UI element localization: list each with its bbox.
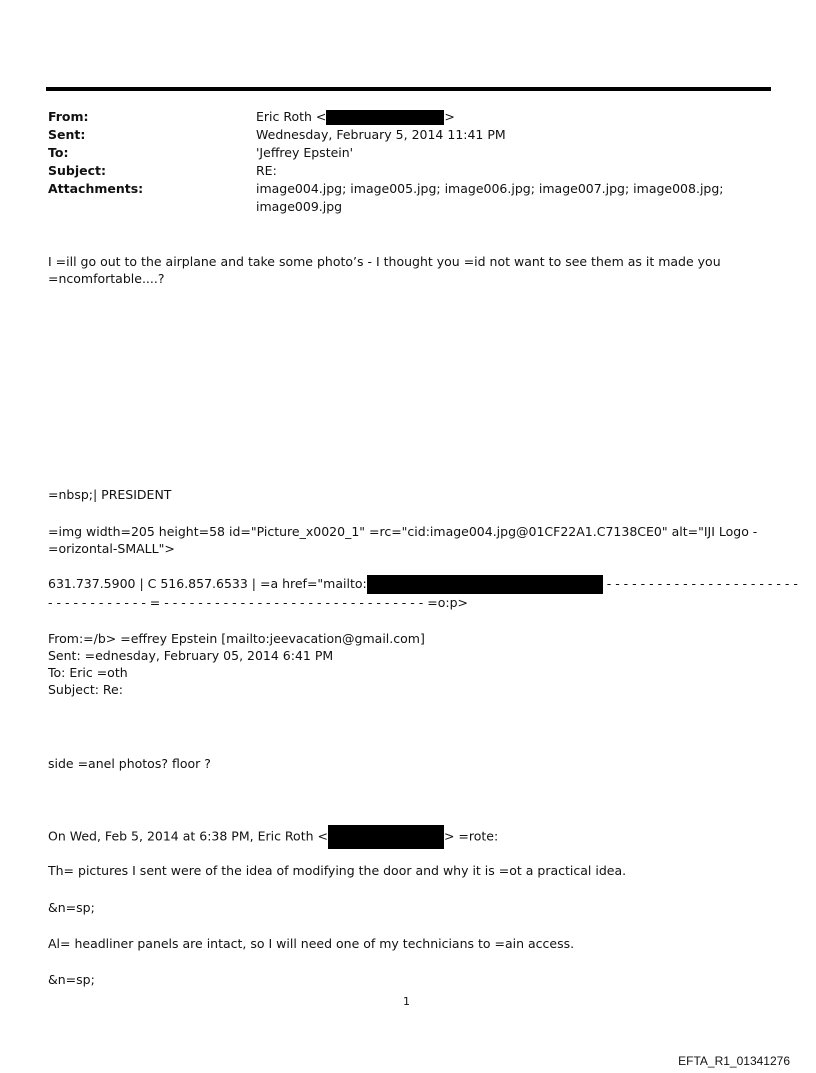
header-rule xyxy=(46,87,771,91)
pictures-text: Th= pictures I sent were of the idea of modifying the door and why it is =ot a practical idea. xyxy=(48,863,627,878)
from-label: From: xyxy=(48,109,89,124)
redaction-box xyxy=(326,110,444,125)
attachments-row xyxy=(48,180,768,216)
phone-text: 631.737.5900 | C 516.857.6533 | =a href="mailto: xyxy=(48,576,367,591)
quote-prefix: On Wed, Feb 5, 2014 at 6:38 PM, Eric Roth < xyxy=(48,828,328,844)
from-suffix: > xyxy=(444,109,455,124)
phone-line xyxy=(48,575,798,594)
signature-image-code xyxy=(48,523,768,557)
sent-label: Sent: xyxy=(48,127,86,142)
forwarded-header xyxy=(48,630,768,698)
attachments-value xyxy=(256,180,768,216)
subject-label: Subject: xyxy=(48,163,106,178)
phone-dashes: - - - - - - - - - - - - - - - - - - - - - - - xyxy=(602,576,798,591)
redaction-box xyxy=(367,575,603,594)
img-line2: =orizontal-SMALL"> xyxy=(48,541,175,556)
para1-line1: I =ill go out to the airplane and take some photo’s - I thought you =id not want to see them as it made you xyxy=(48,254,721,269)
subject-value: RE: xyxy=(256,163,277,178)
side-panel-text: side =anel photos? floor ? xyxy=(48,756,211,771)
fwd-to: To: Eric =oth xyxy=(48,665,128,680)
img-line1: =img width=205 height=58 id="Picture_x0020_1" =rc="cid:image004.jpg@01CF22A1.C7138CE0" alt="IJI Logo - xyxy=(48,524,758,539)
attachments-label: Attachments: xyxy=(48,181,144,196)
signature-contact xyxy=(48,575,798,611)
fwd-from: From:=/b> =effrey Epstein [mailto:jeevacation@gmail.com] xyxy=(48,631,425,646)
para1-line2: =ncomfortable....? xyxy=(48,271,165,286)
from-row xyxy=(48,108,768,126)
subject-row xyxy=(48,162,768,180)
nbsp-text: &n=sp; xyxy=(48,972,95,987)
from-name: Eric Roth < xyxy=(256,109,327,124)
to-row xyxy=(48,144,768,162)
from-value xyxy=(256,108,768,126)
quote-line xyxy=(48,825,768,849)
page-number: 1 xyxy=(403,995,410,1008)
attachments-line2: image009.jpg xyxy=(256,199,343,214)
to-label: To: xyxy=(48,145,69,160)
document-id: EFTA_R1_01341276 xyxy=(678,1054,790,1068)
fwd-subject: Subject: Re: xyxy=(48,682,123,697)
sent-row xyxy=(48,126,768,144)
to-value: 'Jeffrey Epstein' xyxy=(256,145,354,160)
sent-value: Wednesday, February 5, 2014 11:41 PM xyxy=(256,127,506,142)
headliner-text: Al= headliner panels are intact, so I will need one of my technicians to =ain access. xyxy=(48,936,575,951)
fwd-sent: Sent: =ednesday, February 05, 2014 6:41 PM xyxy=(48,648,334,663)
quote-suffix: > =rote: xyxy=(443,828,499,844)
signature-title: =nbsp;| PRESIDENT xyxy=(48,487,172,502)
message-paragraph xyxy=(48,253,768,287)
email-header xyxy=(48,108,768,216)
dash-line: - - - - - - - - - - - - = - - - - - - - - - - - - - - - - - - - - - - - - - - - - - - - =o:p> xyxy=(48,595,468,610)
nbsp-text: &n=sp; xyxy=(48,900,95,915)
redaction-box xyxy=(328,825,444,849)
attachments-line1: image004.jpg; image005.jpg; image006.jpg; image007.jpg; image008.jpg; xyxy=(256,181,724,196)
